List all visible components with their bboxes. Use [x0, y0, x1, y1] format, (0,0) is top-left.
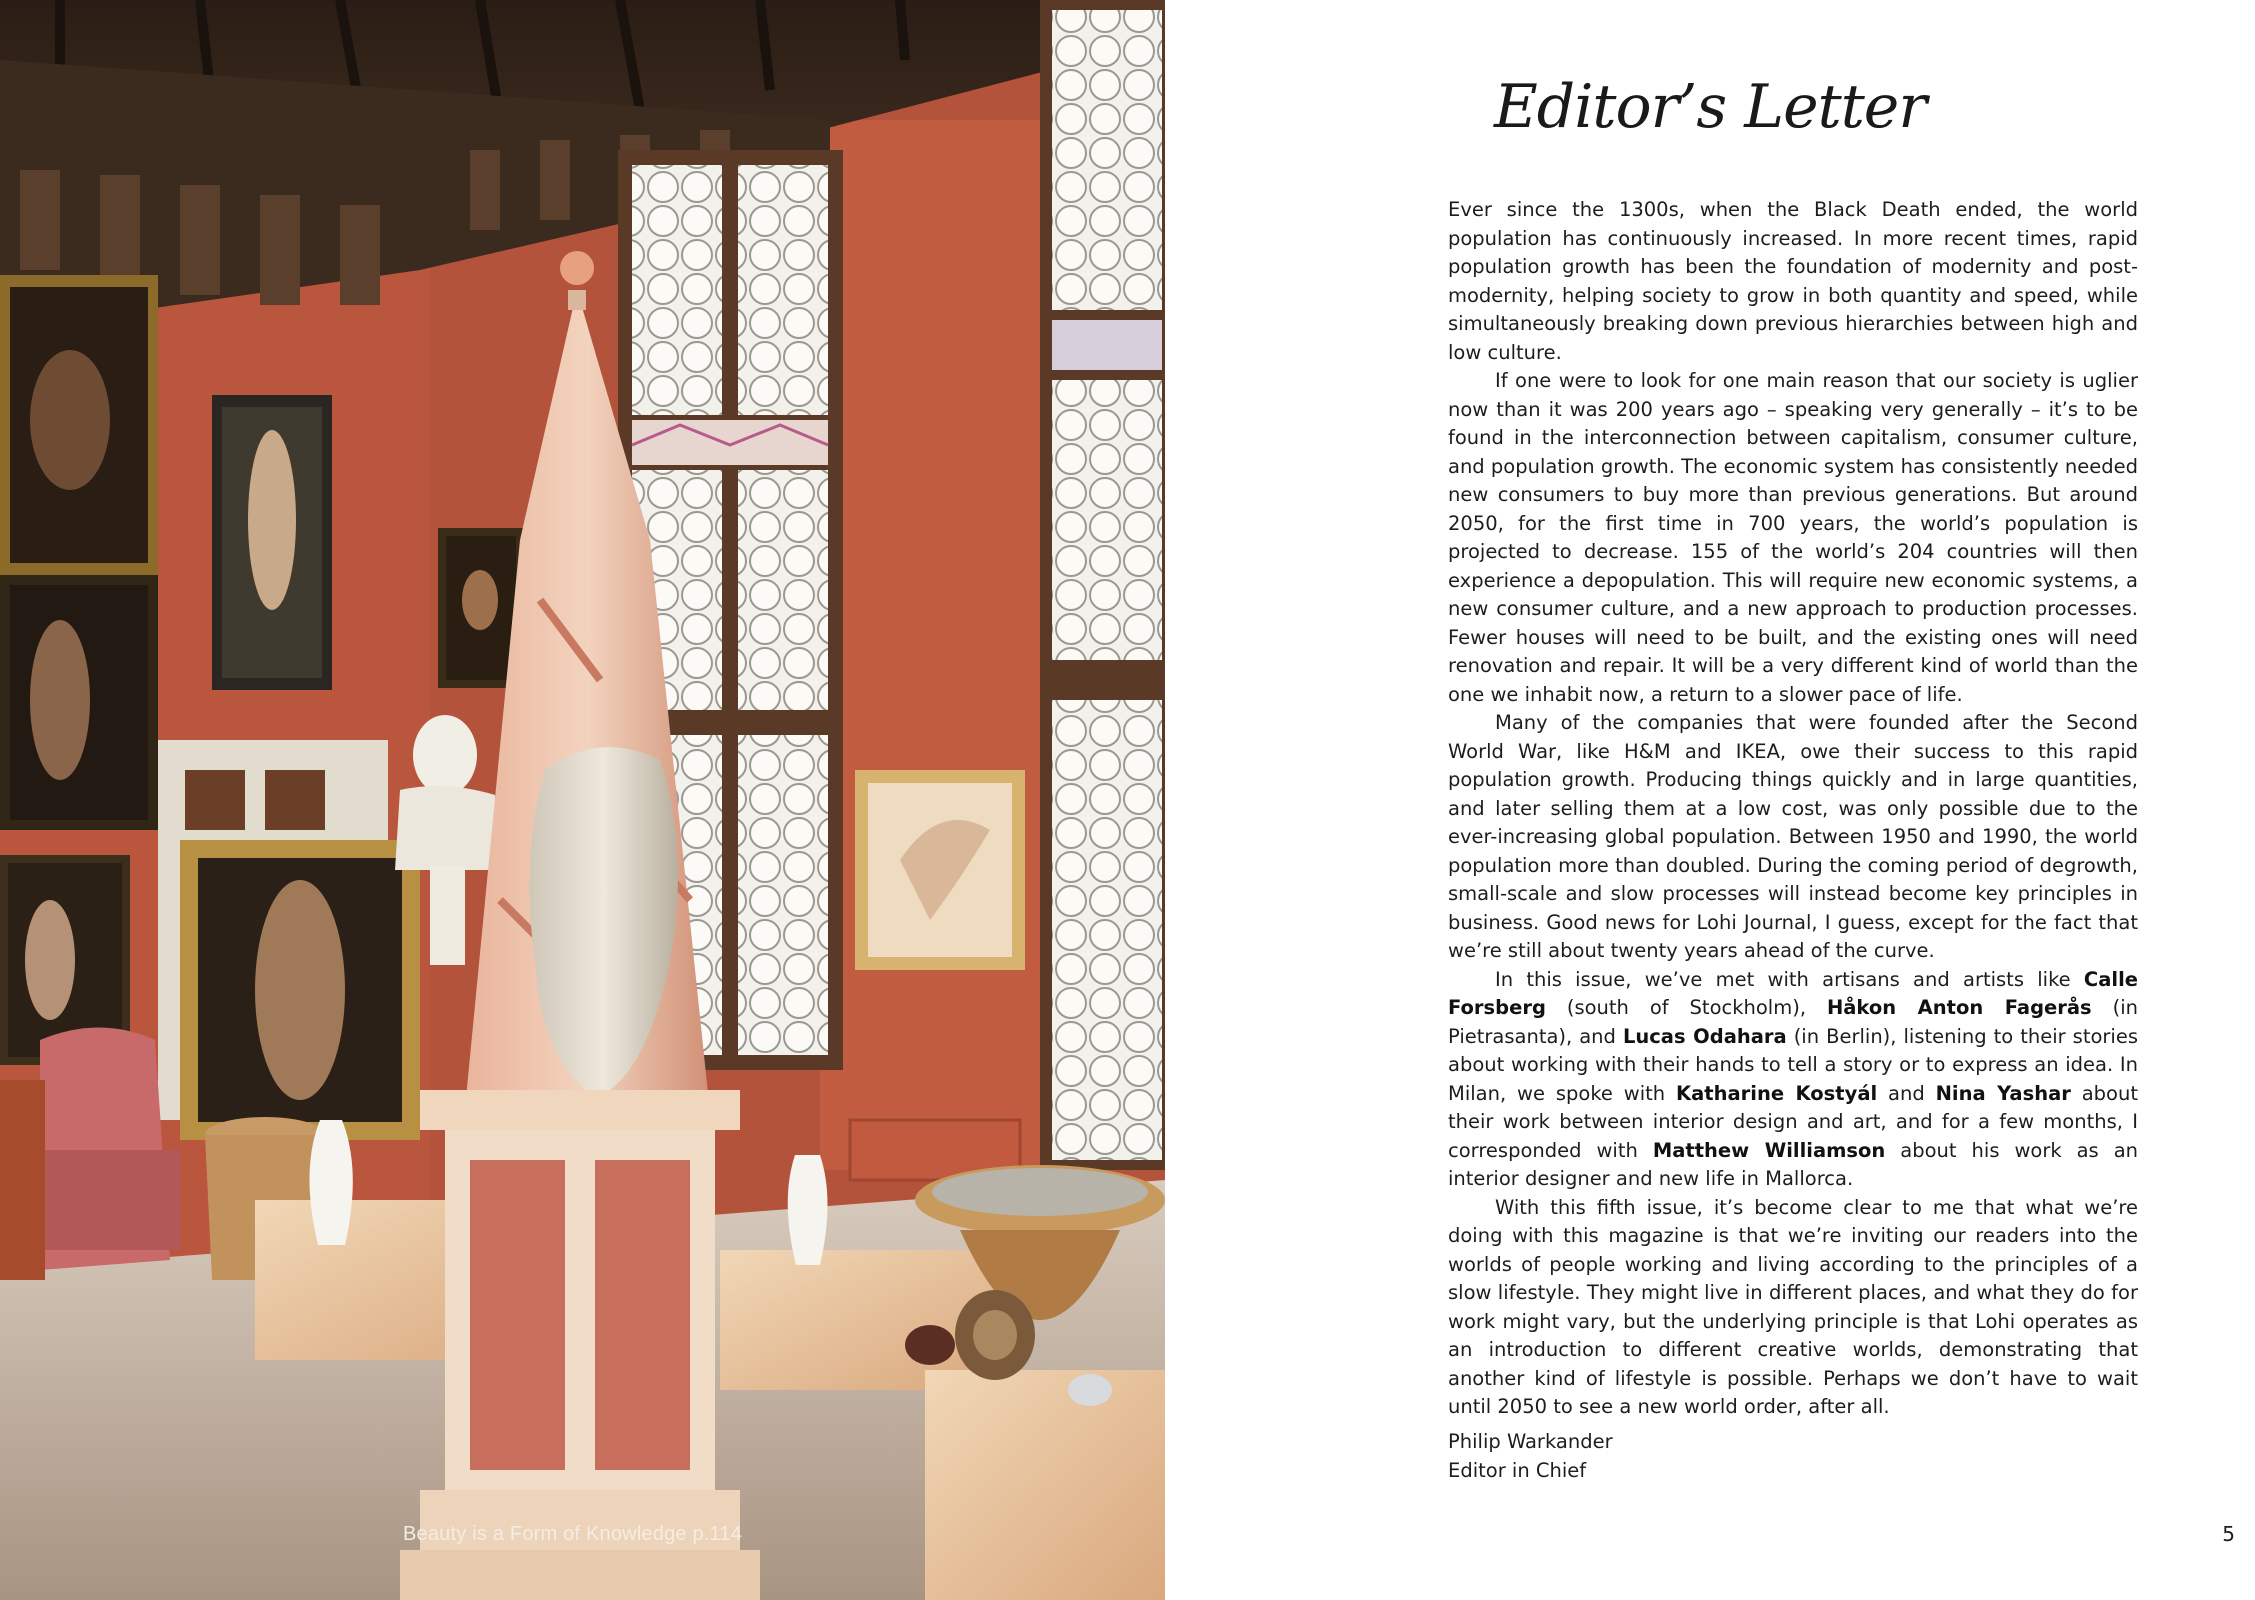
featured-name: Lucas Odahara [1622, 1024, 1787, 1048]
signature-name: Philip Warkander [1448, 1430, 1613, 1453]
paragraph-text: (in Berlin), listening to their stories about working with their hands to tell a story or to express an idea. In Milan, we spoke with [1448, 1024, 2138, 1105]
paragraph-text: about his work as an interior designer and new life in Mallorca. [1448, 1138, 2139, 1190]
letter-title: Editor’s Letter [1493, 72, 1926, 142]
letter-paragraph [1448, 966, 2138, 1194]
featured-name: Katharine Kostyál [1676, 1081, 1878, 1105]
letter-paragraph [1448, 196, 2138, 367]
paragraph-text: With this fifth issue, it’s become clear to me that what we’re doing with this magazine is that we’re inviting our readers into the worlds of people working and living according to the principles of a slow lifestyle. They might live in different places, and what they do for work might vary, but the underlying principle is that Lohi operates as an introduction to different creative worlds, demonstrating that another kind of lifestyle is possible. Perhaps we don’t have to wait until 2050 to see a new world order, after all. [1448, 1195, 2138, 1418]
featured-name: Håkon Anton Fagerås [1826, 996, 2092, 1019]
featured-name: Calle Forsberg [1448, 967, 2138, 1019]
paragraph-text: Many of the companies that were founded after the Second World War, like H&M and IKEA, owe their success to this rapid population growth. Producing things quickly and in large quantities, and later selling them at a low cost, was only possible due to the ever-increasing global population. Between 1950 and 1990, the world population more than doubled. During the coming period of degrowth, small-scale and slow processes will instead become key principles in business. Good news for Lohi Journal, I guess, except for the fact that we’re still about twenty years ahead of the curve. [1448, 711, 2138, 962]
paragraph-text: If one were to look for one main reason that our society is uglier now than it was 200 years ago – speaking very generally – it’s to be found in the interconnection between capitalism, consumer culture, and population growth. The economic system has consistently needed new consumers to buy more than previous generations. But around 2050, for the first time in 700 years, the world’s population is projected to decrease. 155 of the world’s 204 countries will then experience a depopulation. This will require new economic systems, a new consumer culture, and a new approach to production processes. Fewer houses will need to be built, and the existing ones will need renovation and repair. It will be a very different kind of world than the one we inhabit now, a return to a slower pace of life. [1448, 369, 2138, 706]
paragraph-text: (in Pietrasanta), and [1448, 996, 2138, 1048]
featured-name: Nina Yashar [1935, 1081, 2071, 1105]
paragraph-text: (south of Stockholm), [1545, 996, 1827, 1019]
paragraph-text: and [1877, 1081, 1936, 1105]
letter-body [1448, 196, 2138, 1422]
paragraph-text: In this issue, we’ve met with artisans and artists like [1495, 967, 2084, 991]
letter-paragraph [1448, 367, 2138, 709]
letter-paragraph [1448, 1194, 2138, 1422]
photo-caption: Beauty is a Form of Knowledge p.114 [403, 1523, 743, 1545]
letter-paragraph [1448, 709, 2138, 966]
signature [1448, 1428, 1613, 1485]
text-page [1165, 0, 2255, 1600]
featured-name: Matthew Williamson [1652, 1138, 1886, 1162]
signature-role: Editor in Chief [1448, 1458, 1587, 1482]
paragraph-text: about their work between interior design and art, and for a few months, I corresponded with [1448, 1081, 2138, 1162]
page-number: 5 [2222, 1522, 2235, 1546]
paragraph-text: Ever since the 1300s, when the Black Death ended, the world population has continuously increased. In more recent times, rapid population growth has been the foundation of modernity and post-modernity, helping society to grow in both quantity and speed, while simultaneously breaking down previous hierarchies between high and low culture. [1448, 198, 2138, 364]
